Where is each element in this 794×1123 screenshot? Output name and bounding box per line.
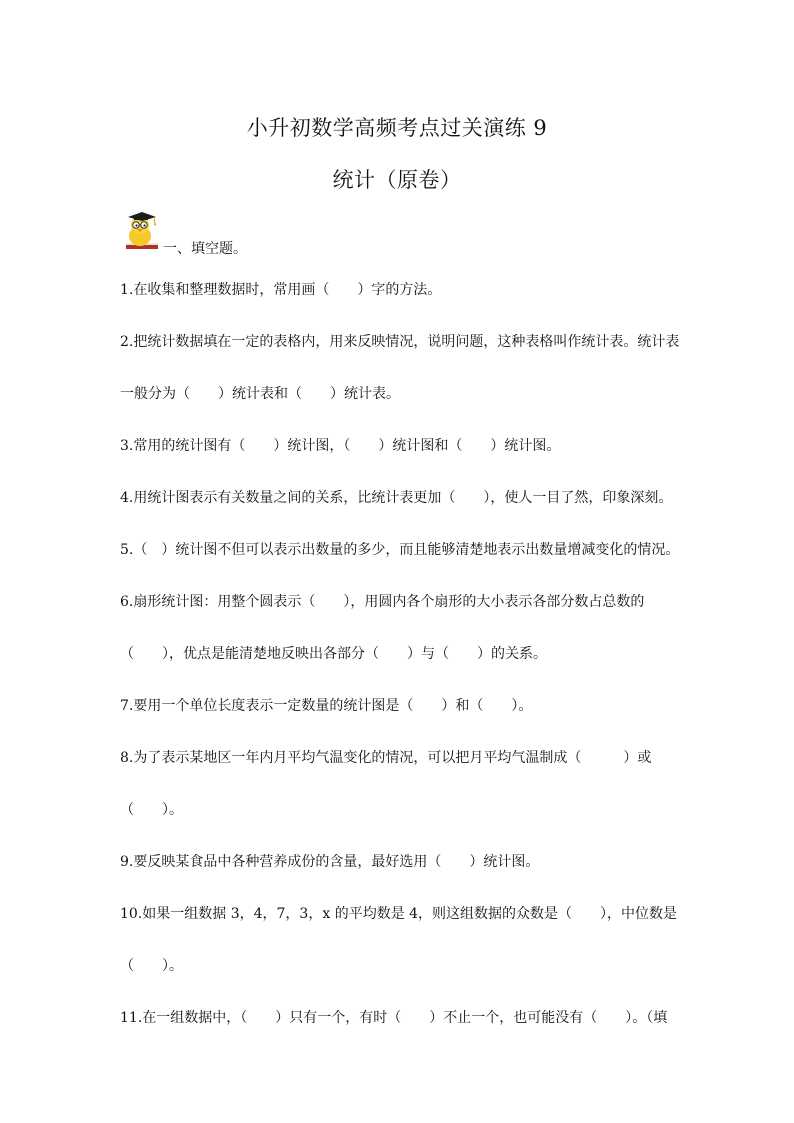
question-5: 5.（ ）统计图不但可以表示出数量的多少，而且能够清楚地表示出数量增减变化的情况。 [120,542,680,558]
question-6: 6.扇形统计图：用整个圆表示（ ），用圆内各个扇形的大小表示各部分数占总数的 [120,594,645,610]
question-2: 2.把统计数据填在一定的表格内，用来反映情况，说明问题，这种表格叫作统计表。统计表 [120,334,680,350]
question-11: 11.在一组数据中，（ ）只有一个，有时（ ）不止一个，也可能没有（ ）。（填 [120,1010,668,1026]
question-10: 10.如果一组数据 3，4，7，3，x 的平均数是 4，则这组数据的众数是（ ），中位数是 [120,906,678,922]
question-8: 8.为了表示某地区一年内月平均气温变化的情况，可以把月平均气温制成（ ）或 [120,750,652,766]
graduate-duck-icon [120,208,164,252]
question-2-cont: 一般分为（ ）统计表和（ ）统计表。 [120,386,400,402]
page-subtitle: 统计（原卷） [332,168,462,192]
section-label: 一、填空题。 [163,241,247,257]
question-6-cont: （ ），优点是能清楚地反映出各部分（ ）与（ ）的关系。 [120,646,547,662]
question-9: 9.要反映某食品中各种营养成份的含量，最好选用（ ）统计图。 [120,854,540,870]
question-8-cont: （ ）。 [120,802,183,818]
question-10-cont: （ ）。 [120,958,183,974]
question-3: 3.常用的统计图有（ ）统计图，（ ）统计图和（ ）统计图。 [120,438,561,454]
page-title: 小升初数学高频考点过关演练 9 [246,116,548,140]
question-1: 1.在收集和整理数据时，常用画（ ）字的方法。 [120,282,442,298]
question-4: 4.用统计图表示有关数量之间的关系，比统计表更加（ ），使人一目了然，印象深刻。 [120,490,673,506]
question-7: 7.要用一个单位长度表示一定数量的统计图是（ ）和（ ）。 [120,698,533,714]
